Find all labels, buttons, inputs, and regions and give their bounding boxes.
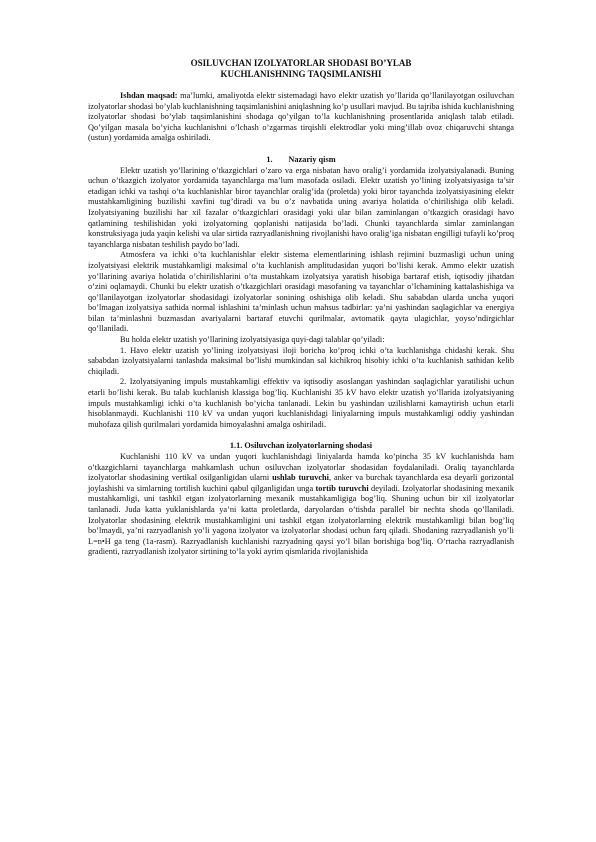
- aim-text: ma’lumki, amaliyotda elektr sistemadagi havo elektr uzatish yo’llarida qo’llanilayotgan osiluvchan izolyatorlar shodasi bo’ylab kuchlanishning taqsimlanishini aniqlashning ko’p usullari mavjud. Bu tajriba ishida kuchlanishning izolyatorlar shodasi bo’ylab taqsimlanishini shodaga qo’yilgan to’la kuchlanishning prosentlarida aniqlash talab etiladi. Qo’yilgan masala bo’yicha kuchlanishni o’lchash o’zgarmas tirqishli elektrodlar yoki ming’illab ovoz chiqaruvchi shtanga (ustun) yordamida amalga oshiriladi.: [88, 91, 514, 143]
- paragraph: 2. Izolyatsiyaning impuls mustahkamligi effektiv va iqtisodiy asoslangan yashindan saqlagichlar yaratilishi uchun etarli bo’lishi kerak. Bu talab kuchlanish klassiga bog’liq. Kuchlanishi 35 kV havo elektr uzatish yo’llarida izolyatsiyaning impuls mustahkamligi ichki o’ta kuchlanish bo’yicha tanlanadi. Lekin bu yashindan uzilishlarni kamaytirish uchun etarli hisoblanmaydi. Kuchlanishi 110 kV va undan yuqori kuchlanishdagi liniyalarning impuls mustahkamligi oddiy yashindan muhofaza qilish qurilmalari yordamida himoyalashni amalga oshiriladi.: [88, 377, 514, 429]
- bold-term: ushlab turuvchi: [272, 473, 329, 483]
- paragraph-text: deyiladi. Izolyatorlar shodasining mexanik mustahkamligi, uni tashkil etgan izolyatorlarning mexanik mustahkamligiga bog’liq. Shuning uchun bir xil izolyatorlar tanlanadi. Juda katta yuklanishlarda ya’ni katta proletlarda, daryolardan o’tishda parallel bir nechta shoda qo’llaniladi. Izolyatorlar shodasining elektrik mustahkamligini uni tashkil etgan izolyatorlarning elektrik mustahkamligi bilan bog’liq bo’lmaydi, ya’ni razryadlanish yo’li yagona izolyator va izolyatorlar shodasi uchun farq qiladi. Shodaning razryadlanish yo’li L=n•H ga teng (1a-rasm). Razryadlanish kuchlanishi razryadning qaysi yo’l bilan borishiga bog’liq. O’rtacha razryadlanish gradienti, razryadlanish izolyator sirtining to’la yoki ayrim qismlarida rivojlanishida: [88, 483, 514, 557]
- paragraph-text: , anker va burchak tayanchlarda esa deyarli gorizontal joylashishi va simlarning tortilish kuchini qabul qilganligidan unga: [88, 473, 514, 493]
- section-heading: [88, 155, 514, 166]
- aim-label: Ishdan maqsad:: [120, 91, 178, 100]
- paragraph-text: Kuchlanishi 110 kV va undan yuqori kuchlanishdagi liniyalarda hamda ko’pincha 35 kV kuchlanishda ham o’tkazgichlarni tayanchlarga mahkamlash uchun osiluvchan izolyatorlar shodasidan foydalaniladi. Oraliq tayanchlarda izolyatorlar shodasining vertikal osilganligidan ularni: [88, 452, 514, 483]
- paragraph: Bu holda elektr uzatish yo’llarining izolyatsiyasiga quyi-dagi talablar qo’yiladi:: [120, 335, 385, 345]
- paragraph: 1. Havo elektr uzatish yo’lining izolyatsiyasi iloji boricha ko’proq ichki o’ta kuchlanishga chidashi kerak. Shu sababdan izolyatsiyalarni tanlashda maksimal bo’lishi mumkindan sal kichikroq hisobiy ichki o’ta kuchlanish sathidan kelib chiqiladi.: [88, 345, 514, 376]
- subsection-heading: 1.1. Osiluvchan izolyatorlarning shodasi: [229, 441, 373, 451]
- paragraph: Elektr uzatish yo’llarining o’tkazgichlari o’zaro va erga nisbatan havo oralig’i yordamida izolyatsiyalanadi. Buning uchun o’tkazgich izolyator yordamida tayanchlarga ma’lum masofada osiladi. Elektr uzatish yo’lining izolyatsiyasiga ta’sir etadigan ichki va tashqi o’ta kuchlanishlar biror tayanchlar oralig’ida (proletda) yoki biror tayanchda izolyatsiyasining elektr mustahkamligining buzilishi xavfini tug’diradi va bu o’z navbatida uning avariya holatida o’chirilishiga olib keladi. Izolyatsiyaning buzilishi har xil fazalar o’tkazgichlari orasidagi yoki ular bilan zaminlangan o’tkazgich orasidagi havo qatlamining teshilishidan yoki izolyatorning qoplanishi natijasida bo’ladi. Chunki tayanchlarda simlar zaminlangan konstruksiyaga juda yaqin kelishi va ular sirtida razryadlanishning rivojlanishi havo oralig’iga nisbatan engilligi tufayli ko’proq tayanchlarga nisbatan teshilish paydo bo’ladi.: [88, 165, 514, 249]
- paragraph: Atmosfera va ichki o’ta kuchlanishlar elektr sistema elementlarining ishlash rejimini buzmasligi uchun uning izolyatsiyasi elektrik mustahkamligi maksimal o’ta kuchlanish amplitudasidan yuqori bo’lishi kerak. Ammo elektr uzatish yo’llarining avariya holatida o’chirilishlarini o’ta mustahkam izolyatsiya yaratish hisobiga bartaraf etish, iqtisodiy jihatdan o’zini oqlamaydi. Chunki bu elektr uzatish o’tkazgichlari orasidagi masofaning va tayanchlar o’lchamining kattalashishiga va qo’llanilayotgan izolyatorlar shodasidagi izolyatorlar sonining oshishiga olib keladi. Shu sababdan ularda uncha yuqori bo’lmagan izolyatsiya sathida normal ishlashini ta’minlash uchun mahsus tadbirlar: ya’ni yashindan saqlagichlar va energiya bilan ta’minlashni buzmasdan avariyalarni bartaraf etuvchi qurilmalar, avtomatik qayta ulagichlar, yoyso’ndirgichlar qo’llaniladi.: [88, 250, 514, 334]
- document-page: [88, 58, 514, 558]
- document-title-line-2: KUCHLANISHNING TAQSIMLANISHI: [220, 69, 382, 79]
- aim-paragraph: [88, 91, 514, 144]
- bold-term: tortib turuvchi: [315, 483, 369, 493]
- document-title-line-1: OSILUVCHAN IZOLYATORLAR SHODASI BO’YLAB: [190, 58, 412, 68]
- paragraph: [88, 452, 514, 558]
- section-title: Nazariy qism: [288, 154, 336, 164]
- section-number: 1.: [266, 154, 273, 164]
